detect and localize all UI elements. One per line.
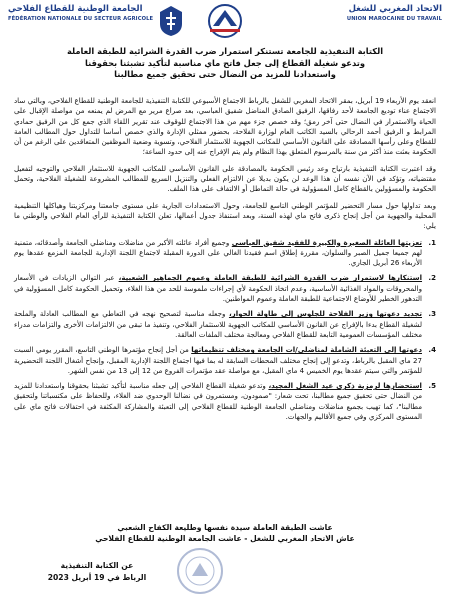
right-org-french-name: UNION MAROCAINE DU TRAVAIL [346,16,442,22]
closing-line-2: عاش الاتحاد المغربي للشغل - عاشت الجامعة الوطنية للقطاع الفلاحي [95,534,355,543]
title-line-3: واستعدادنا للمزيد من النضال حتى تحقيق جميع مطالبنا [114,69,336,79]
right-organization [292,4,442,22]
list-item-text: من أجل إنجاح مؤتمرها الوطني التاسع، المقرر يومي السبت 27 ماي المقبل بالرباط، وتدعو إلى إنجاح مختلف المحطات السابقة له بما فيها اجتماع اللجنة الإدارية المقبل، وإنجاح أشغال اللجنة التحضيرية للمؤتمر والتي سيتم عقدها يوم الخميس 4 ماي المقبل، مع مواصلة عقد مؤتمرات الفروع من 12 إلى 13 من نفس الشهر. [14,345,422,375]
official-stamp [170,546,230,596]
list-item-text: عبر التوالي الزيادات في الأسعار والمحروقات والمواد الغذائية الأساسية، وعدم اتخاذ الحكومة لأي إجراءات ملموسة للحد من هذا الغلاء، وتحميل الحكومة كامل المسؤولية في التدهور الخطير للأوضاع الاجتماعية للطبقة العاملة وعموم المواطنين. [14,273,422,304]
umt-logo [198,2,252,40]
list-number: 1. [428,237,436,247]
letterhead [0,0,450,46]
title-line-1: الكتابة التنفيذية للجامعة تستنكر استمرار ضرب القدرة الشرائية للطبقة العاملة [66,46,384,56]
list-number: 3. [428,309,436,319]
list-item-text: وجعله مناسبة لتصحيح نهجه في التعاطي مع المطالب العادلة والملحة لشغيلة القطاع بدءا بالإفراج عن القانون الأساسي للمكاتب الجهوية للاستثمار الفلاحي، وتنفيذ ما تبقى من الالتزامات الأخرى والتزامات مدراء مختلف المؤسسات العمومية التابعة للقطاع الفلاحي ومعالجة مختلف الملفات العالقة. [14,309,422,339]
closing-slogans [20,522,430,544]
list-item [14,345,436,376]
list-item [14,309,436,340]
list-item-text: وجميع أفراد عائلته الأكبر من مناضلات ومناضلي الجامعة وأصدقائه، متمنية لهم جميعا جميل الصبر والسلوان، مقررة إطلاق اسم فقيدنا الغالي على الدورة المقبلة لاجتماع اللجنة الإدارية للجامعة المزمع عقدها يوم الأربعاء 26 أبريل الجاري. [14,237,422,268]
list-item [14,238,436,269]
paragraph-2: وقد اعتبرت الكتابة التنفيذية بارتياح وعد رئيس الحكومة بالمصادقة على القانون الأساسي للمكاتب الجهوية للاستثمار الفلاحي والتوجيه لتفعيل مقتضياته، وتؤكد في الآن نفسه أن هذا الوعد لن يكون بديلا عن الالتزام الفعلي والتنزيل السريع للمطالب المشروعة للشغيلة الفلاحية، وتحمل الحكومة والمسؤولين بالقطاع كامل المسؤولية في حالة التماطل أو الالتفاف على هذا الملف. [14,163,436,194]
list-item-lead: تجديد دعوتها وزير الفلاحة للجلوس إلى طاولة الحوار، [228,309,422,319]
list-item-text: وتدعو شغيلة القطاع الفلاحي إلى جعله مناسبة لتأكيد تشبثنا بحقوقنا واستعدادنا للمزيد من النضال حتى تحقيق جميع مطالبنا، تحت شعار: "صمودون، ومستمرون في نضالنا الوحدوي ضد الغلاء، وللحفاظ على مكتسباتنا ولتحقيق مطالبنا"، كما تهيب بجميع مناضلات ومناضلي الجامعة الوطنية للقطاع الفلاحي إلى التعبئة والمشاركة المكثفة في احتفالات فاتح ماي على المستوى المركزي وفي جميع الأقاليم والجهات. [14,381,422,422]
list-item [14,381,436,422]
federation-logo [158,4,184,38]
list-item [14,273,436,304]
declarations-list [14,238,436,423]
signature-issuer: عن الكتابة التنفيذية [60,561,134,570]
list-item-lead: استحضارها لرمزية ذكرى عيد الشغل المجيد، [268,381,422,391]
signature-place-date: الرباط في 19 أبريل 2023 [47,573,147,582]
list-item-lead: استنكارها لاستمرار ضرب القدرة الشرائية للطبقة العاملة وعموم الجماهير الشعبية، [118,273,423,283]
title-line-2: وتدعو شغيلة القطاع إلى جعل فاتح ماي مناسبة لتأكيد تشبثنا بحقوقنا [84,57,366,68]
left-organization [8,4,158,22]
left-org-french-name: FÉDÉRATION NATIONALE DU SECTEUR AGRICOLE [8,16,154,22]
list-item-lead: دعوتها إلى التعبئة الشاملة لمناضلي/ات الجامعة ومختلف تنظيماتها [191,345,422,355]
signature-block [22,560,172,584]
list-number: 2. [428,273,436,283]
left-org-arabic-name: الجامعة الوطنية للقطاع الفلاحي [8,4,143,14]
document-body [14,96,436,427]
closing-line-1: عاشت الطبقة العاملة سيدة نفسها وطليعة الكفاح الشعبي [117,523,333,532]
paragraph-1: انعقد يوم الأربعاء 19 أبريل، بمقر الاتحاد المغربي للشغل بالرباط الاجتماع الأسبوعي للكتابة التنفيذية للجامعة الوطنية للقطاع الفلاحي، وبالتي ساد الاجتماع عناء توديع الجامعة لأحد رفاقها، الرفيق الصادق المناضل شفيق العباسي، بعد صراع مرير مع المرض لم يمنعه من مواصلة الإقبال على الحياة والاستمرار في النضال حتى آخر رمق؛ وقد خصص جزء مهم من هذا الاجتماع للوقوف عند تقرير اللقاء الذي جمع كل من الرفيق حمادي المرابط و الرفيق أحمد الرحالي بالسيد الكاتب العام لوزارة الفلاحة، بحضور ممثلي الإدارة والذي خصص أساسا للتداول حول المطالب العامة للقطاع وعلى رأسها المصادقة على القانون الأساسي للمكاتب الجهوية للاستثمار الفلاحي، وتسوية وضعية الموظفين المتعاقدين على الرغم من أن الحكومة بعثت منذ أكثر من سنة بالمرسوم المتعلق بهذا النظام ولم يتم الإفراج عنه إلى حدود الساعة؛ [14,96,436,157]
document-title [20,46,430,81]
list-item-lead: تعزيتها العائلة الصغيرة والكبيرة للفقيد شفيق العباسي [231,237,422,247]
list-number: 4. [428,345,436,355]
paragraph-3: وبعد تداولها حول مسار التحضير للمؤتمر الوطني التاسع للجامعة، وحول الاستعدادات الجارية على مستوى جامعتنا ومركزيتنا وهياكلها التنظيمية المحلية والجهوية من أجل إنجاح ذكرى فاتح ماي لهذه السنة، وبعد استنفاذ جدول أعمالها، تعلن الكتابة التنفيذية للرأي العام الفلاحي والوطني ما يلي: [14,200,436,231]
list-number: 5. [428,381,436,391]
right-org-arabic-name: الاتحاد المغربي للشغل [348,4,442,14]
